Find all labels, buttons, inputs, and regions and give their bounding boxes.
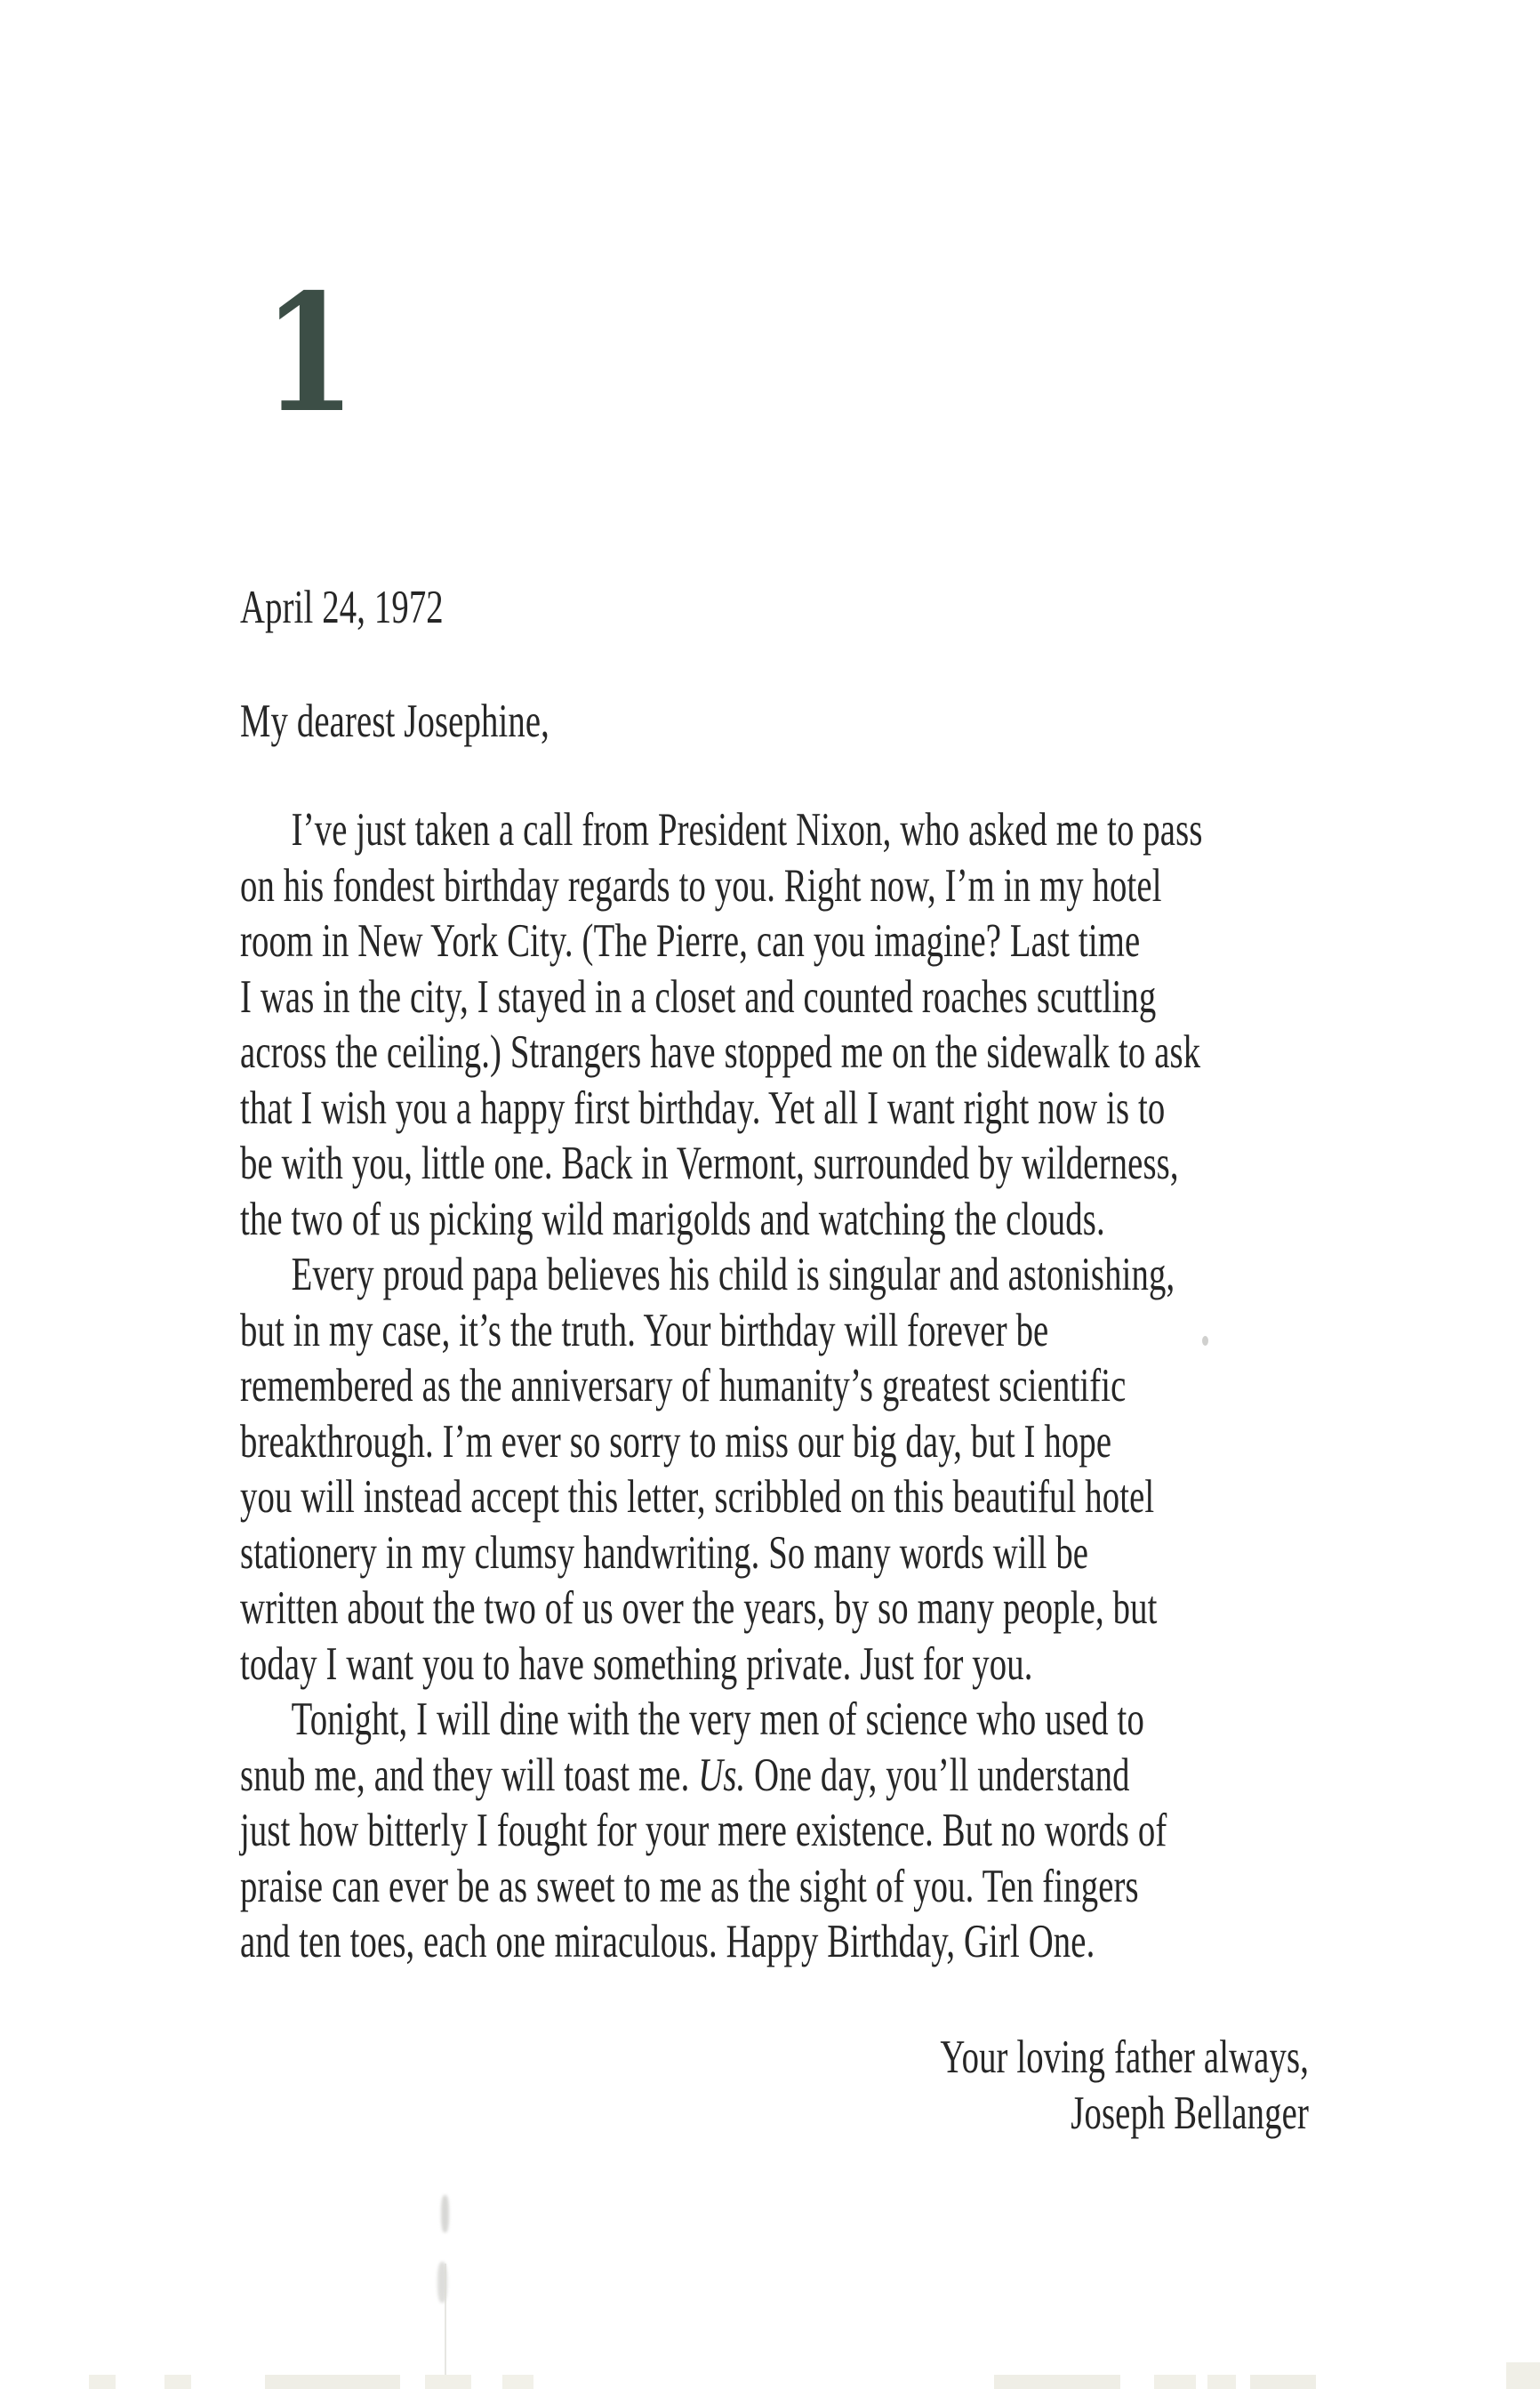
chapter-number: 1 xyxy=(263,258,356,448)
letter-line xyxy=(240,1859,1167,1915)
text-segment: I’ve just taken a call from President Nixon, who asked me to pass xyxy=(291,804,1203,856)
text-segment: Every proud papa believes his child is singular and astonishing, xyxy=(291,1249,1175,1300)
text-segment: across the ceiling.) Strangers have stopped me on the sidewalk to ask xyxy=(240,1026,1201,1078)
text-segment: the two of us picking wild marigolds and watching the clouds. xyxy=(240,1193,1105,1245)
letter-line xyxy=(240,1247,1175,1303)
letter-line xyxy=(240,913,1203,969)
letter-paragraph-3 xyxy=(240,1692,1510,1970)
scan-band-segment xyxy=(1250,2375,1316,2389)
letter-paragraph-2 xyxy=(240,1247,1520,1692)
letter-line xyxy=(240,1136,1203,1192)
salutation-line: My dearest Josephine, xyxy=(240,696,549,747)
letter-line xyxy=(240,1081,1203,1137)
letter-line xyxy=(240,1192,1203,1248)
letter-line xyxy=(240,1303,1175,1359)
letter-line xyxy=(240,1637,1175,1693)
text-segment: today I want you to have something private. Just for you. xyxy=(240,1637,1033,1690)
scan-line xyxy=(445,2264,446,2389)
date-line: April 24, 1972 xyxy=(240,582,444,633)
text-segment: and ten toes, each one miraculous. Happy Birthday, Girl One. xyxy=(240,1916,1095,1967)
letter-line xyxy=(240,1692,1167,1748)
letter-line xyxy=(240,1025,1203,1081)
closing-valediction: Your loving father always, xyxy=(940,2031,1309,2083)
letter-line xyxy=(240,1581,1175,1637)
scan-band-segment xyxy=(1207,2375,1236,2389)
letter-line xyxy=(240,1748,1167,1804)
italic-text: Us. xyxy=(698,1749,746,1801)
text-segment: praise can ever be as sweet to me as the sight of you. Ten fingers xyxy=(240,1860,1139,1912)
letter-line xyxy=(240,802,1203,858)
letter-line xyxy=(240,1914,1167,1970)
scan-band-segment xyxy=(164,2375,191,2389)
text-segment: Tonight, I will dine with the very men of science who used to xyxy=(291,1693,1144,1745)
text-segment: that I wish you a happy first birthday. Yet all I want right now is to xyxy=(240,1082,1166,1134)
letter-line xyxy=(240,969,1203,1026)
text-segment: breakthrough. I’m ever so sorry to miss our big day, but I hope xyxy=(240,1415,1112,1468)
text-segment: be with you, little one. Back in Vermont, surrounded by wilderness, xyxy=(240,1138,1179,1189)
scan-band-segment xyxy=(1154,2375,1196,2389)
scan-band-segment xyxy=(1506,2362,1540,2389)
text-segment: remembered as the anniversary of humanity’s greatest scientific xyxy=(240,1360,1127,1412)
text-segment: just how bitterly I fought for your mere existence. But no words of xyxy=(240,1805,1167,1856)
scan-smudge xyxy=(437,2262,447,2303)
scan-band-segment xyxy=(89,2375,116,2389)
text-segment: on his fondest birthday regards to you. Right now, I’m in my hotel xyxy=(240,859,1162,912)
text-segment: written about the two of us over the years, by so many people, but xyxy=(240,1582,1158,1634)
text-segment: snub me, and they will toast me. xyxy=(240,1749,699,1801)
letter-date xyxy=(240,580,518,636)
letter-line xyxy=(240,858,1203,914)
text-segment: you will instead accept this letter, scribbled on this beautiful hotel xyxy=(240,1471,1155,1523)
text-segment: but in my case, it’s the truth. Your birthday will forever be xyxy=(240,1304,1049,1356)
letter-paragraph-1 xyxy=(240,802,1540,1247)
text-segment: One day, you’ll understand xyxy=(745,1749,1130,1801)
scan-band-segment xyxy=(425,2375,471,2389)
text-segment: I was in the city, I stayed in a closet and counted roaches scuttling xyxy=(240,970,1157,1023)
scan-band-segment xyxy=(502,2375,533,2389)
closing-signature: Joseph Bellanger xyxy=(1071,2087,1309,2139)
letter-line xyxy=(240,1803,1167,1859)
scan-band-segment xyxy=(994,2375,1120,2389)
letter-line xyxy=(240,1414,1175,1470)
letter-line xyxy=(240,1469,1175,1525)
letter-line xyxy=(240,1358,1175,1414)
letter-closing xyxy=(804,2030,1309,2141)
text-segment: room in New York City. (The Pierre, can you imagine? Last time xyxy=(240,915,1141,967)
scan-band-segment xyxy=(265,2375,400,2389)
letter-salutation xyxy=(240,694,664,750)
scan-smudge xyxy=(441,2195,449,2232)
letter-line xyxy=(240,1525,1175,1581)
text-segment: stationery in my clumsy handwriting. So many words will be xyxy=(240,1526,1089,1579)
